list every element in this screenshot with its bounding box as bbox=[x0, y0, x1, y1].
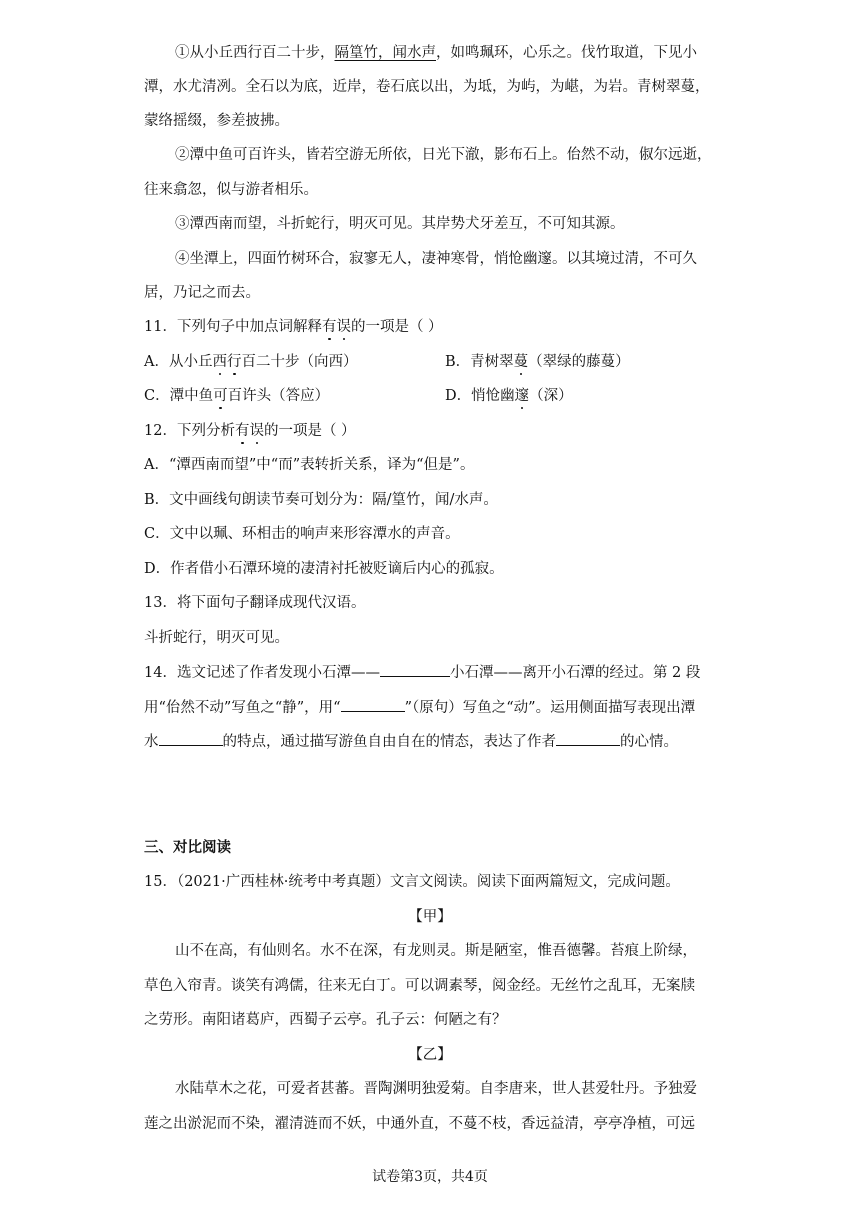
text-b-line-2: 莲之出淤泥而不染，濯清涟而不妖，中通外直，不蔓不枝，香远益清，亭亭净植，可远 bbox=[144, 1116, 695, 1132]
text-a-line-2: 草色入帘青。谈笑有鸿儒，往来无白丁。可以调素琴，阅金经。无丝竹之乱耳，无案牍 bbox=[144, 978, 695, 994]
question-11-option-d: D．悄怆幽邃（深） bbox=[445, 388, 573, 404]
underlined-comma: ， bbox=[378, 45, 393, 61]
answer-blank-4[interactable] bbox=[556, 731, 620, 746]
question-12-stem: 12．下列分析有误的一项是（ ） bbox=[144, 423, 356, 439]
question-13-sentence: 斗折蛇行，明灭可见。 bbox=[144, 630, 289, 646]
passage-paragraph-3: ③潭西南而望，斗折蛇行，明灭可见。其岸势犬牙差互，不可知其源。 bbox=[175, 216, 625, 232]
passage-paragraph-1-line-2: 潭，水尤清冽。全石以为底，近岸，卷石底以出，为坻，为屿，为嵁，为岩。青树翠蔓， bbox=[144, 79, 710, 95]
text-b-heading: 【乙】 bbox=[408, 1047, 452, 1063]
underlined-phrase-1: 隔篁竹 bbox=[334, 45, 378, 61]
question-11-option-c: C．潭中鱼可百许头（答应） bbox=[144, 388, 330, 404]
text-a-line-1: 山不在高，有仙则名。水不在深，有龙则灵。斯是陋室，惟吾德馨。苔痕上阶绿， bbox=[175, 943, 697, 959]
question-12-option-a: A．“潭西南而望”中“而”表转折关系，译为“但是”。 bbox=[144, 457, 475, 473]
text-b-line-1: 水陆草木之花，可爱者甚蕃。晋陶渊明独爱菊。自李唐来，世人甚爱牡丹。予独爱 bbox=[175, 1081, 697, 1097]
question-14-line-3: 水 的特点，通过描写游鱼自由自在的情态，表达了作者 的心情。 bbox=[144, 731, 678, 752]
answer-blank-1[interactable] bbox=[380, 662, 450, 677]
page-footer: 试卷第3页，共4页 bbox=[372, 1169, 488, 1185]
section-title: 三、对比阅读 bbox=[144, 839, 231, 856]
question-11-stem: 11．下列句子中加点词解释有误的一项是（ ） bbox=[144, 319, 443, 335]
answer-blank-3[interactable] bbox=[159, 731, 223, 746]
text-a-line-3: 之劳形。南阳诸葛庐，西蜀子云亭。孔子云：何陋之有？ bbox=[144, 1012, 507, 1028]
question-15-stem: 15．（2021·广西桂林·统考中考真题）文言文阅读。阅读下面两篇短文，完成问题。 bbox=[144, 874, 680, 890]
question-14-line-1: 14．选文记述了作者发现小石潭—— 小石潭——离开小石潭的经过。第 2 段 bbox=[144, 662, 700, 683]
passage-paragraph-1-line-1: ①从小丘西行百二十步，隔篁竹，闻水声，如鸣珮环，心乐之。伐竹取道，下见小 bbox=[175, 45, 697, 61]
passage-paragraph-4-line-2: 居，乃记之而去。 bbox=[144, 285, 260, 301]
passage-paragraph-2-line-2: 往来翕忽，似与游者相乐。 bbox=[144, 182, 318, 198]
passage-paragraph-1-line-3: 蒙络摇缀，参差披拂。 bbox=[144, 113, 289, 129]
question-12-option-c: C．文中以珮、环相击的响声来形容潭水的声音。 bbox=[144, 526, 460, 542]
question-13-stem: 13．将下面句子翻译成现代汉语。 bbox=[144, 595, 366, 611]
question-12-option-d: D．作者借小石潭环境的凄清衬托被贬谪后内心的孤寂。 bbox=[144, 561, 504, 577]
answer-blank-2[interactable] bbox=[341, 697, 405, 712]
text-a-heading: 【甲】 bbox=[408, 909, 452, 925]
question-11-option-b: B．青树翠蔓（翠绿的藤蔓） bbox=[445, 354, 630, 370]
passage-paragraph-2-line-1: ②潭中鱼可百许头，皆若空游无所依，日光下澈，影布石上。佁然不动，俶尔远逝， bbox=[175, 147, 712, 163]
passage-paragraph-4-line-1: ④坐潭上，四面竹树环合，寂寥无人，凄神寒骨，悄怆幽邃。以其境过清，不可久 bbox=[175, 251, 697, 267]
question-12-option-b: B．文中画线句朗读节奏可划分为：隔/篁竹，闻/水声。 bbox=[144, 492, 498, 508]
question-11-option-a: A．从小丘西行百二十步（向西） bbox=[144, 354, 358, 370]
question-14-line-2: 用“佁然不动”写鱼之“静”，用“ ”（原句）写鱼之“动”。运用侧面描写表现出潭 bbox=[144, 697, 695, 718]
underlined-phrase-2: 闻水声 bbox=[392, 45, 436, 61]
